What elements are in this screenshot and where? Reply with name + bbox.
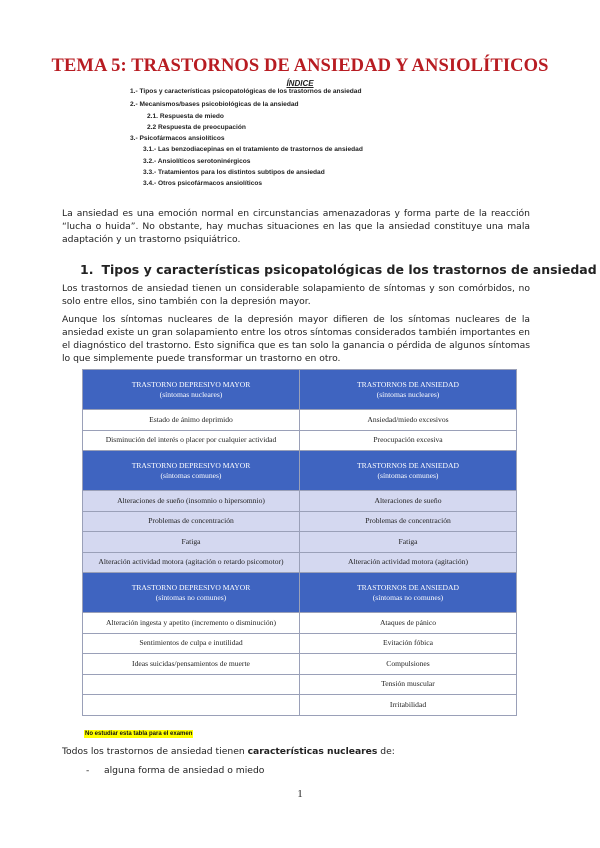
table-header-cell (83, 451, 300, 491)
table-row (83, 491, 517, 512)
table-header-row (83, 573, 517, 613)
intro-paragraph: La ansiedad es una emoción normal en circunstancias amenazadoras y forma parte de la reacción “lucha o huida”. No obstante, hay muchas situaciones en las que la ansiedad constituye una mala adaptación y un trastorno psiquiátrico. (62, 208, 530, 245)
table-row (83, 695, 517, 716)
section-1-paragraph-2: Aunque los síntomas nucleares de la depresión mayor difieren de los síntomas nucleares de la ansiedad existe un gran solapamiento entre los otros síntomas considerados también importantes en el diagnóstico del trastorno. Esto significa que es tan solo la ganancia o pérdida de algunos síntomas lo que simplemente puede transformar un trastorno en otro. (62, 314, 530, 364)
toc-item-3-4[interactable]: 3.4.- Otros psicofármacos ansiolíticos (143, 180, 263, 187)
table-header-row (83, 370, 517, 410)
section-1-number: 1. (80, 262, 94, 277)
page-number: 1 (297, 788, 303, 800)
toc-item-3-1[interactable]: 3.1.- Las benzodiacepinas en el tratamiento de trastornos de ansiedad (143, 146, 363, 153)
table-cell: Tensión muscular (300, 674, 517, 695)
table-cell: Alteración ingesta y apetito (incremento o disminución) (83, 613, 300, 634)
table-cell: Problemas de concentración (300, 511, 517, 532)
header-subtitle: (síntomas no comunes) (372, 592, 444, 602)
toc-item-3-2[interactable]: 3.2.- Ansiolíticos serotoninérgicos (143, 158, 251, 165)
table-header-cell (83, 370, 300, 410)
header-title: TRASTORNOS DE ANSIEDAD (357, 379, 459, 389)
toc-item-2[interactable]: 2.- Mecanismos/bases psicobiológicas de la ansiedad (130, 101, 299, 108)
header-subtitle: (síntomas comunes) (377, 470, 439, 480)
exam-note-highlight: No estudiar esta tabla para el examen (85, 731, 193, 737)
table-header-cell (300, 370, 517, 410)
table-cell: Ataques de pánico (300, 613, 517, 634)
bullet-text: alguna forma de ansiedad o miedo (104, 765, 265, 776)
table-header-row (83, 451, 517, 491)
header-subtitle: (síntomas no comunes) (155, 592, 227, 602)
table-cell: Alteración actividad motora (agitación o retardo psicomotor) (83, 552, 300, 573)
section-1-heading-text: Tipos y características psicopatológicas de los trastornos de ansiedad (101, 262, 597, 277)
table-cell: Sentimientos de culpa e inutilidad (83, 633, 300, 654)
table-header-cell (300, 573, 517, 613)
section-1-heading (80, 262, 597, 277)
toc-item-3-3[interactable]: 3.3.- Tratamientos para los distintos subtipos de ansiedad (143, 169, 325, 176)
table-row (83, 674, 517, 695)
table-row (83, 410, 517, 431)
header-subtitle: (síntomas nucleares) (376, 389, 440, 399)
table-row (83, 633, 517, 654)
table-cell (83, 695, 300, 716)
table-cell: Compulsiones (300, 654, 517, 675)
header-title: TRASTORNO DEPRESIVO MAYOR (131, 460, 251, 470)
table-cell: Estado de ánimo deprimido (83, 410, 300, 431)
header-subtitle: (síntomas nucleares) (159, 389, 223, 399)
table-cell: Disminución del interés o placer por cualquier actividad (83, 430, 300, 451)
nuclear-features-sentence (62, 746, 395, 757)
table-row (83, 430, 517, 451)
toc-item-2-1[interactable]: 2.1. Respuesta de miedo (147, 113, 224, 120)
header-title: TRASTORNOS DE ANSIEDAD (357, 460, 459, 470)
header-title: TRASTORNOS DE ANSIEDAD (357, 582, 459, 592)
table-header-cell (300, 451, 517, 491)
table-header-cell (83, 573, 300, 613)
table-cell (83, 674, 300, 695)
table-cell: Problemas de concentración (83, 511, 300, 532)
nuclear-sentence-post: de: (377, 746, 395, 757)
index-heading: ÍNDICE (286, 79, 314, 88)
symptoms-comparison-table (82, 369, 517, 716)
section-1-paragraph-1: Los trastornos de ansiedad tienen un considerable solapamiento de síntomas y son comórbidos, no solo entre ellos, sino también con la depresión mayor. (62, 283, 530, 307)
toc-item-2-2[interactable]: 2.2 Respuesta de preocupación (147, 124, 246, 131)
table-cell: Ideas suicidas/pensamientos de muerte (83, 654, 300, 675)
document-title: TEMA 5: TRASTORNOS DE ANSIEDAD Y ANSIOLÍTICOS (51, 56, 549, 76)
table-cell: Ansiedad/miedo excesivos (300, 410, 517, 431)
header-subtitle: (síntomas comunes) (160, 470, 222, 480)
header-title: TRASTORNO DEPRESIVO MAYOR (131, 379, 251, 389)
table-cell: Evitación fóbica (300, 633, 517, 654)
table-cell: Preocupación excesiva (300, 430, 517, 451)
header-title: TRASTORNO DEPRESIVO MAYOR (131, 582, 251, 592)
table-cell: Alteración actividad motora (agitación) (300, 552, 517, 573)
table-cell: Alteraciones de sueño (insomnio o hipersomnio) (83, 491, 300, 512)
nuclear-sentence-pre: Todos los trastornos de ansiedad tienen (62, 746, 248, 757)
bullet-marker: - (86, 765, 90, 776)
table-row (83, 654, 517, 675)
table-cell: Fatiga (83, 532, 300, 553)
table-row (83, 552, 517, 573)
table-row (83, 511, 517, 532)
toc-item-3[interactable]: 3.- Psicofármacos ansiolíticos (130, 135, 225, 142)
nuclear-sentence-bold: características nucleares (247, 746, 378, 757)
table-cell: Fatiga (300, 532, 517, 553)
table-cell: Alteraciones de sueño (300, 491, 517, 512)
table-row (83, 532, 517, 553)
table-row (83, 613, 517, 634)
toc-item-1[interactable]: 1.- Tipos y características psicopatológicas de los trastornos de ansiedad (130, 88, 362, 95)
table-cell: Irritabilidad (300, 695, 517, 716)
